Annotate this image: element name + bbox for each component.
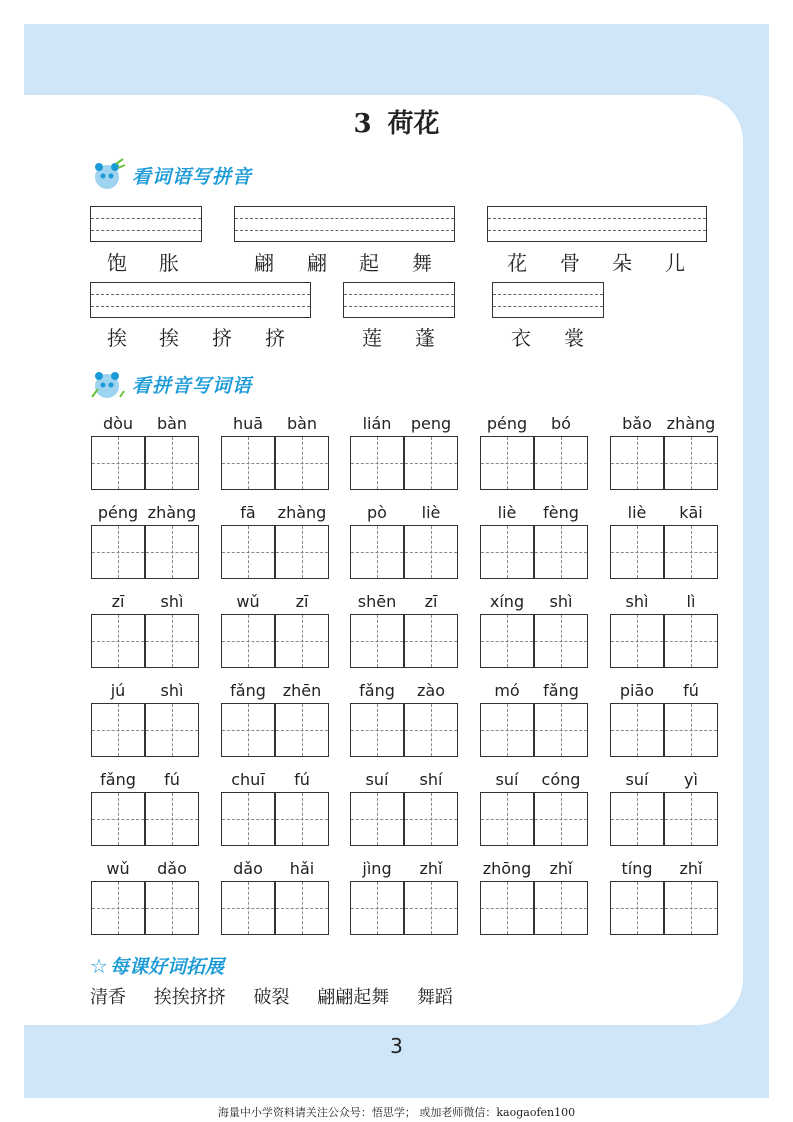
- writing-grid-cell[interactable]: [534, 614, 588, 668]
- pinyin-write-box[interactable]: [90, 282, 311, 318]
- pinyin-label: lì: [686, 592, 696, 611]
- word-char: 莲: [362, 326, 382, 350]
- pinyin-label: mó: [494, 681, 520, 700]
- writing-grid-cell[interactable]: [480, 881, 534, 935]
- writing-grid-cell[interactable]: [221, 436, 275, 490]
- word-char: 挤: [265, 326, 285, 350]
- pinyin-label: zào: [417, 681, 445, 700]
- writing-grid-cell[interactable]: [91, 614, 145, 668]
- pinyin-label: zhǐ: [549, 859, 573, 878]
- pinyin-label: fú: [294, 770, 310, 789]
- pinyin-label: wǔ: [106, 859, 130, 878]
- pinyin-label: bó: [551, 414, 571, 433]
- pinyin-label: zī: [295, 592, 309, 611]
- extension-word: 清香: [90, 987, 126, 1008]
- writing-grid-cell[interactable]: [610, 436, 664, 490]
- writing-grid-cell[interactable]: [534, 881, 588, 935]
- pinyin-label: zhēn: [282, 681, 322, 700]
- pinyin-label: zhǐ: [679, 859, 703, 878]
- section-header-3: [90, 952, 224, 979]
- word-char: 翩: [307, 251, 327, 275]
- pinyin-label: bàn: [286, 414, 318, 433]
- pinyin-label: chuī: [231, 770, 265, 789]
- writing-grid-cell[interactable]: [664, 525, 718, 579]
- pinyin-label: fú: [164, 770, 180, 789]
- pinyin-label: zhàng: [666, 414, 716, 433]
- writing-grid-cell[interactable]: [350, 703, 404, 757]
- pinyin-write-box[interactable]: [487, 206, 707, 242]
- writing-grid-cell[interactable]: [145, 436, 199, 490]
- writing-grid-cell[interactable]: [350, 436, 404, 490]
- extension-words: [90, 983, 475, 1009]
- writing-grid-cell[interactable]: [404, 525, 458, 579]
- pinyin-write-box[interactable]: [343, 282, 455, 318]
- pinyin-label: shí: [419, 770, 443, 789]
- word-char: 翩: [254, 251, 274, 275]
- word-char: 挨: [159, 326, 179, 350]
- pinyin-label: zhǐ: [419, 859, 443, 878]
- extension-word: 翩翩起舞: [317, 987, 390, 1008]
- pinyin-write-box[interactable]: [492, 282, 604, 318]
- writing-grid-cell[interactable]: [145, 792, 199, 846]
- writing-grid-cell[interactable]: [350, 614, 404, 668]
- pinyin-label: wǔ: [236, 592, 260, 611]
- pinyin-write-box[interactable]: [90, 206, 202, 242]
- writing-grid-cell[interactable]: [145, 525, 199, 579]
- writing-grid-cell[interactable]: [664, 792, 718, 846]
- pinyin-label: peng: [410, 414, 452, 433]
- writing-grid-cell[interactable]: [275, 703, 329, 757]
- pinyin-label: shì: [549, 592, 573, 611]
- pinyin-label: jìng: [362, 859, 392, 878]
- pinyin-label: bàn: [156, 414, 188, 433]
- pinyin-label: péng: [97, 503, 139, 522]
- footer-note: 海量中小学资料请关注公众号：悟思学； 或加老师微信：kaogaofen100: [217, 1106, 576, 1119]
- writing-grid-cell[interactable]: [404, 881, 458, 935]
- pinyin-label: suí: [625, 770, 649, 789]
- lesson-number: 3: [353, 109, 372, 139]
- writing-grid-cell[interactable]: [664, 436, 718, 490]
- section-header-1: [90, 157, 252, 193]
- word-char: 衣: [511, 326, 531, 350]
- pinyin-label: bǎo: [622, 414, 652, 433]
- word-char: 胀: [159, 251, 179, 275]
- panda-icon: [90, 158, 126, 192]
- pinyin-label: shì: [160, 681, 184, 700]
- writing-grid-cell[interactable]: [610, 614, 664, 668]
- word-char: 裳: [564, 326, 584, 350]
- writing-grid-cell[interactable]: [91, 436, 145, 490]
- word-char: 朵: [612, 251, 632, 275]
- writing-grid-cell[interactable]: [221, 614, 275, 668]
- writing-grid-cell[interactable]: [350, 881, 404, 935]
- pinyin-label: lián: [362, 414, 392, 433]
- writing-grid-cell[interactable]: [221, 792, 275, 846]
- word-char: 蓬: [415, 326, 435, 350]
- writing-grid-cell[interactable]: [480, 792, 534, 846]
- writing-grid-cell[interactable]: [404, 703, 458, 757]
- pinyin-label: fǎng: [230, 681, 266, 700]
- lesson-name: 荷花: [387, 109, 440, 139]
- extension-word: 舞蹈: [416, 987, 453, 1008]
- star-icon: ☆: [90, 953, 108, 978]
- pinyin-label: dòu: [102, 414, 134, 433]
- pinyin-label: fǎng: [359, 681, 395, 700]
- writing-grid-cell[interactable]: [534, 436, 588, 490]
- lesson-title: [0, 103, 793, 140]
- pinyin-label: dǎo: [157, 859, 187, 878]
- writing-grid-cell[interactable]: [91, 881, 145, 935]
- word-char: 饱: [107, 251, 127, 275]
- writing-grid-cell[interactable]: [275, 881, 329, 935]
- writing-grid-cell[interactable]: [404, 792, 458, 846]
- extension-word: 挨挨挤挤: [153, 987, 226, 1008]
- pinyin-label: fā: [240, 503, 256, 522]
- word-char: 起: [359, 251, 379, 275]
- pinyin-label: fú: [683, 681, 699, 700]
- writing-grid-cell[interactable]: [664, 614, 718, 668]
- writing-grid-cell[interactable]: [404, 614, 458, 668]
- writing-grid-cell[interactable]: [610, 703, 664, 757]
- word-char: 儿: [665, 251, 685, 275]
- writing-grid-cell[interactable]: [350, 525, 404, 579]
- word-char: 舞: [412, 251, 432, 275]
- pinyin-label: pò: [367, 503, 387, 522]
- pinyin-label: péng: [486, 414, 528, 433]
- pinyin-label: suí: [495, 770, 519, 789]
- pinyin-label: piāo: [619, 681, 655, 700]
- writing-grid-cell[interactable]: [91, 703, 145, 757]
- pinyin-label: liè: [421, 503, 441, 522]
- pinyin-label: dǎo: [233, 859, 263, 878]
- writing-grid-cell[interactable]: [145, 614, 199, 668]
- writing-grid-cell[interactable]: [145, 881, 199, 935]
- section-label-1: 看词语写拼音: [132, 165, 253, 188]
- writing-grid-cell[interactable]: [534, 703, 588, 757]
- writing-grid-cell[interactable]: [91, 525, 145, 579]
- pinyin-label: shì: [160, 592, 184, 611]
- word-char: 骨: [560, 251, 580, 275]
- writing-grid-cell[interactable]: [610, 792, 664, 846]
- writing-grid-cell[interactable]: [275, 436, 329, 490]
- writing-grid-cell[interactable]: [275, 614, 329, 668]
- writing-grid-cell[interactable]: [404, 436, 458, 490]
- writing-grid-cell[interactable]: [480, 525, 534, 579]
- pinyin-label: hǎi: [289, 859, 315, 878]
- pinyin-label: zhàng: [147, 503, 197, 522]
- pinyin-label: jú: [110, 681, 126, 700]
- writing-grid-cell[interactable]: [221, 703, 275, 757]
- writing-grid-cell[interactable]: [480, 703, 534, 757]
- page-number: 3: [390, 1034, 403, 1058]
- writing-grid-cell[interactable]: [610, 881, 664, 935]
- writing-grid-cell[interactable]: [350, 792, 404, 846]
- writing-grid-cell[interactable]: [221, 525, 275, 579]
- writing-grid-cell[interactable]: [664, 881, 718, 935]
- writing-grid-cell[interactable]: [91, 792, 145, 846]
- pinyin-label: shēn: [357, 592, 397, 611]
- pinyin-label: zhōng: [482, 859, 532, 878]
- pinyin-label: zī: [111, 592, 125, 611]
- writing-grid-cell[interactable]: [534, 792, 588, 846]
- writing-grid-cell[interactable]: [610, 525, 664, 579]
- pinyin-label: liè: [627, 503, 647, 522]
- writing-grid-cell[interactable]: [275, 525, 329, 579]
- section-label-3: 每课好词拓展: [109, 956, 224, 978]
- writing-grid-cell[interactable]: [480, 436, 534, 490]
- pinyin-label: tíng: [621, 859, 653, 878]
- pinyin-label: xíng: [489, 592, 525, 611]
- section-header-2: [90, 366, 252, 402]
- pinyin-label: fèng: [543, 503, 579, 522]
- pinyin-label: fǎng: [100, 770, 136, 789]
- word-char: 挨: [107, 326, 127, 350]
- section-label-2: 看拼音写词语: [132, 374, 253, 397]
- pinyin-label: zhàng: [277, 503, 327, 522]
- pinyin-label: huā: [232, 414, 264, 433]
- pinyin-label: suí: [365, 770, 389, 789]
- pinyin-label: cóng: [541, 770, 581, 789]
- pinyin-label: zī: [424, 592, 438, 611]
- writing-grid-cell[interactable]: [275, 792, 329, 846]
- pinyin-label: yì: [684, 770, 698, 789]
- writing-grid-cell[interactable]: [145, 703, 199, 757]
- writing-grid-cell[interactable]: [480, 614, 534, 668]
- pinyin-write-box[interactable]: [234, 206, 455, 242]
- writing-grid-cell[interactable]: [664, 703, 718, 757]
- writing-grid-cell[interactable]: [534, 525, 588, 579]
- pinyin-label: kāi: [679, 503, 703, 522]
- word-char: 花: [507, 251, 527, 275]
- word-char: 挤: [212, 326, 232, 350]
- pinyin-label: shì: [625, 592, 649, 611]
- pinyin-label: fǎng: [543, 681, 579, 700]
- extension-word: 破裂: [253, 987, 290, 1008]
- writing-grid-cell[interactable]: [221, 881, 275, 935]
- pinyin-label: liè: [497, 503, 517, 522]
- panda-icon: [90, 367, 126, 401]
